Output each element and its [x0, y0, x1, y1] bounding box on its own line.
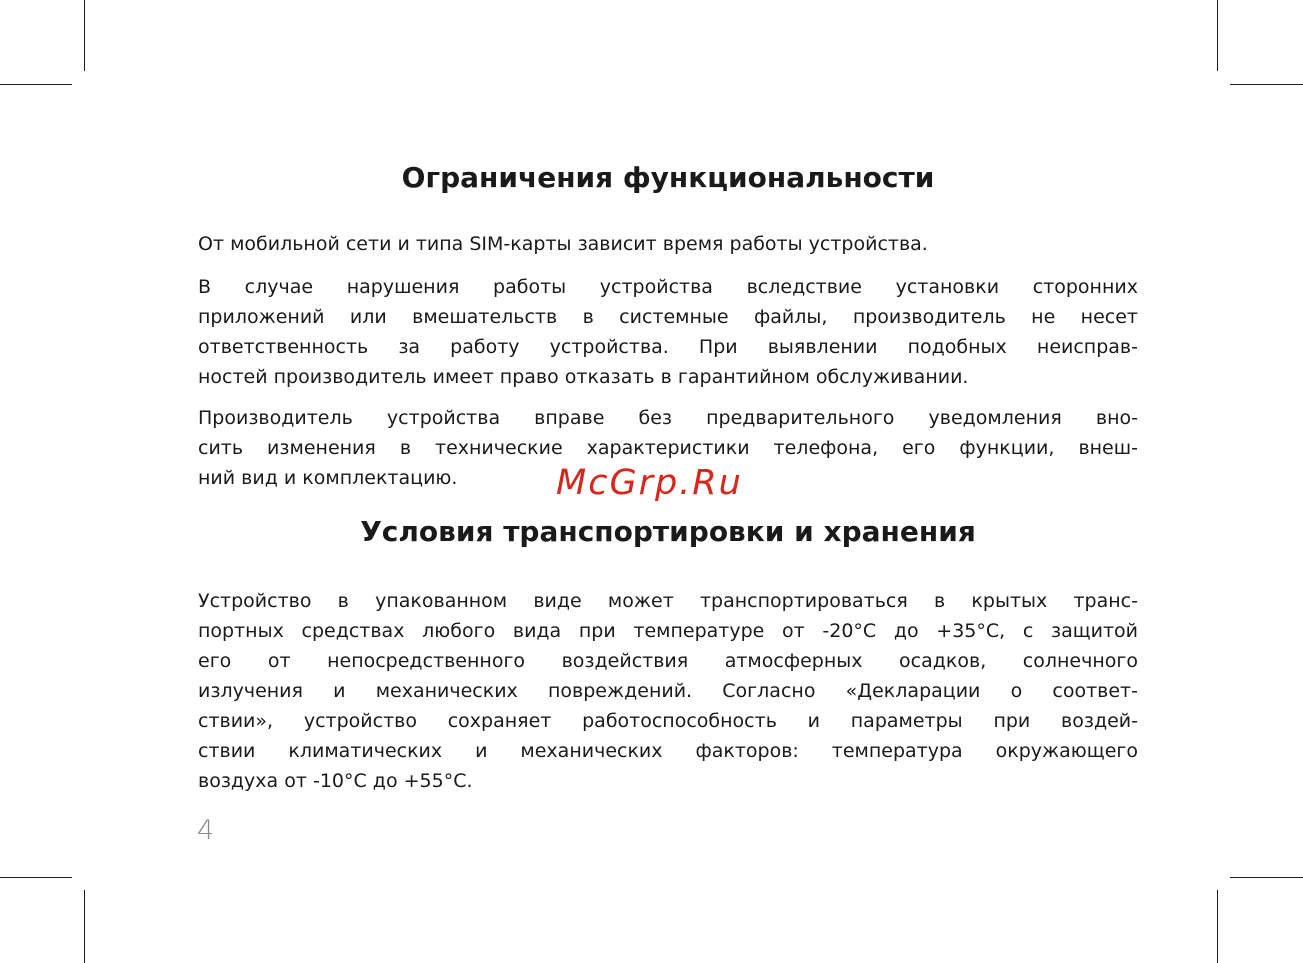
- crop-mark: [0, 84, 72, 85]
- paragraph-line: ностей производитель имеет право отказать в гарантийном обслуживании.: [198, 366, 969, 388]
- watermark: McGrp.Ru: [556, 463, 743, 503]
- paragraph-line: портных средствах любого вида при температуре от -20°С до +35°С, с защитой: [198, 620, 1138, 642]
- crop-mark: [1217, 890, 1218, 963]
- paragraph: [198, 272, 1138, 392]
- paragraph-line: сить изменения в технические характеристики телефона, его функции, внеш-: [198, 437, 1138, 459]
- page-number: 4: [197, 815, 215, 846]
- section-heading-limitations: Ограничения функциональности: [401, 161, 935, 194]
- crop-mark: [1230, 877, 1303, 878]
- paragraph-line: От мобильной сети и типа SIM-карты зависит время работы устройства.: [198, 233, 928, 255]
- paragraph-line: Устройство в упакованном виде может транспортироваться в крытых транс-: [198, 590, 1138, 612]
- crop-mark: [84, 890, 85, 963]
- paragraph-line: Производитель устройства вправе без предварительного уведомления вно-: [198, 407, 1138, 429]
- paragraph-line: ответственность за работу устройства. При выявлении подобных неисправ-: [198, 336, 1138, 358]
- paragraph-line: излучения и механических повреждений. Согласно «Декларации о соответ-: [198, 680, 1138, 702]
- paragraph-line: воздуха от -10°С до +55°С.: [198, 770, 473, 792]
- paragraph: [198, 229, 1138, 259]
- crop-mark: [1217, 0, 1218, 71]
- section-heading-transport: Условия транспортировки и хранения: [360, 515, 976, 548]
- paragraph-line: ствии», устройство сохраняет работоспособность и параметры при воздей-: [198, 710, 1138, 732]
- crop-mark: [1230, 84, 1303, 85]
- crop-mark: [84, 0, 85, 71]
- paragraph-line: ствии климатических и механических факторов: температура окружающего: [198, 740, 1138, 762]
- paragraph-line: В случае нарушения работы устройства вследствие установки сторонних: [198, 276, 1138, 298]
- paragraph: [198, 586, 1138, 796]
- paragraph-line: ний вид и комплектацию.: [198, 467, 458, 489]
- paragraph-line: приложений или вмешательств в системные файлы, производитель не несет: [198, 306, 1138, 328]
- crop-mark: [0, 877, 72, 878]
- paragraph-line: его от непосредственного воздействия атмосферных осадков, солнечного: [198, 650, 1138, 672]
